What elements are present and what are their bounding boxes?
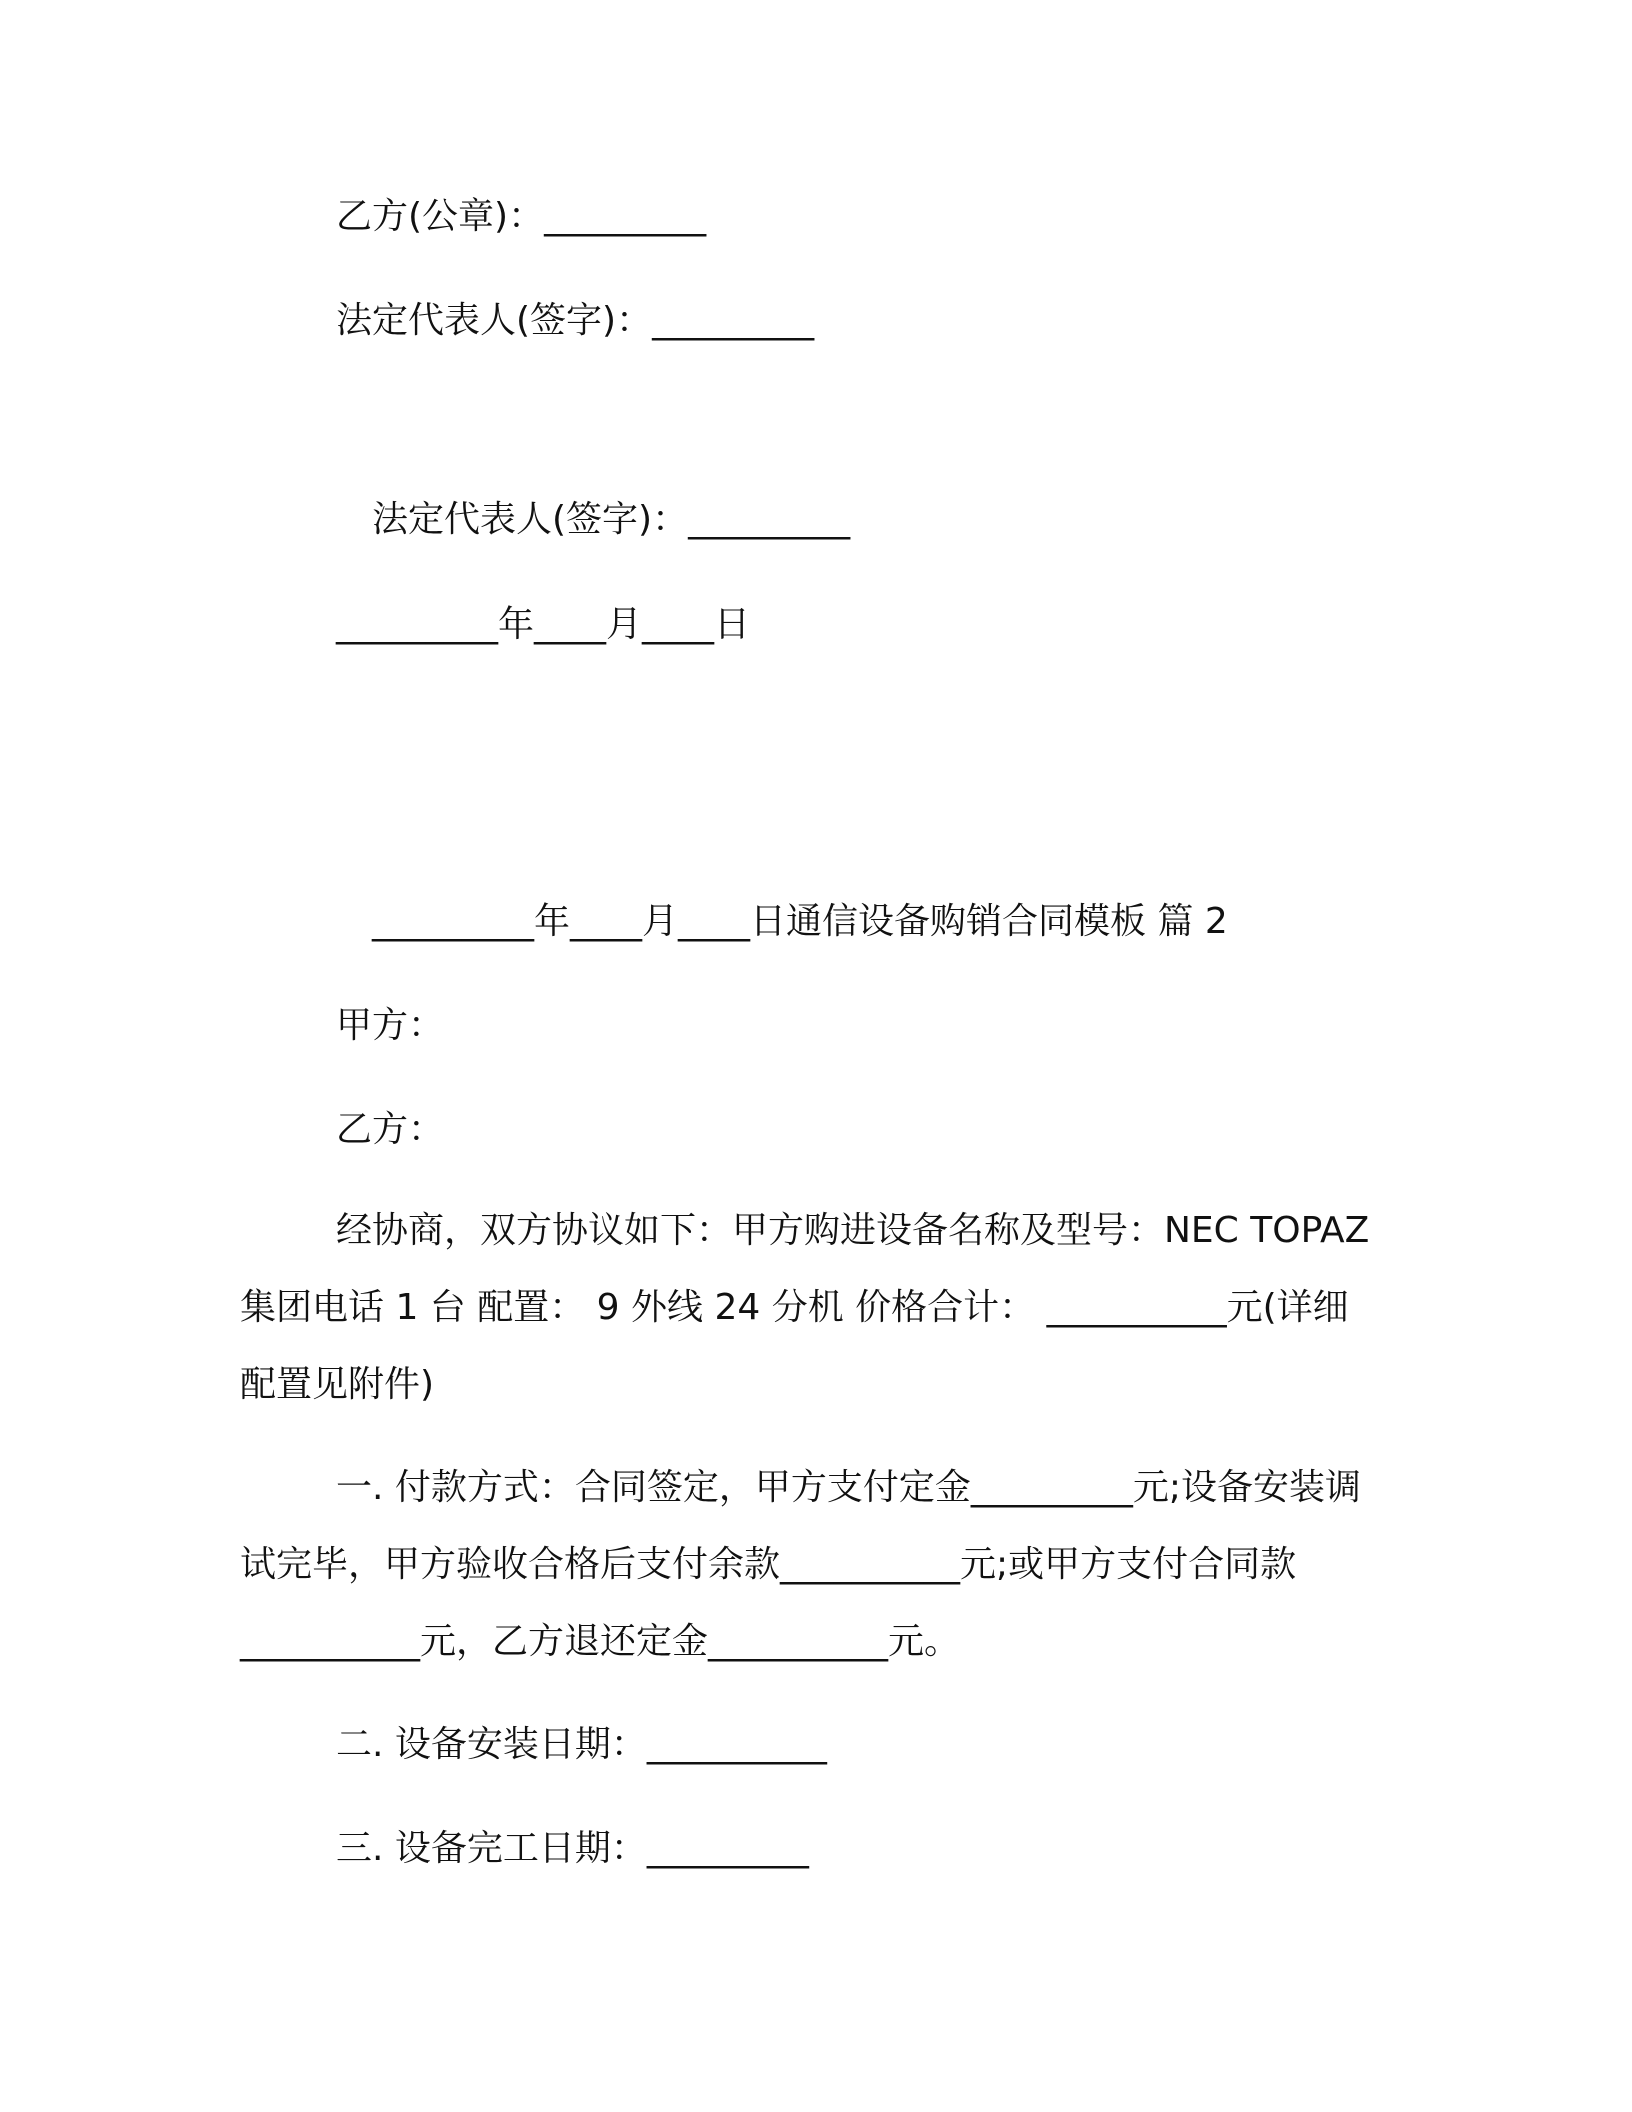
payment-terms-paragraph: 一. 付款方式：合同签定，甲方支付定金_________元;设备安装调试完毕，甲方验收合格后支付余款__________元;或甲方支付合同款__________元，乙方退还定金__________元。 (240, 1467, 1362, 1662)
legal-rep-signature-line: 法定代表人(签字)：_________ (336, 300, 815, 341)
section-heading: _________年____月____日通信设备购销合同模板 篇 2 (372, 901, 1228, 942)
agreement-intro-paragraph: 经协商，双方协议如下：甲方购进设备名称及型号：NEC TOPAZ 集团电话 1 台 配置： 9 外线 24 分机 价格合计： __________元(详细配置见附件) (240, 1210, 1370, 1405)
completion-date-line: 三. 设备完工日期：_________ (336, 1828, 809, 1869)
date-line: _________年____月____日 (336, 604, 750, 645)
install-date-line: 二. 设备安装日期：__________ (336, 1724, 827, 1765)
legal-rep-signature-line: 法定代表人(签字)：_________ (372, 499, 851, 540)
party-b-seal-line: 乙方(公章)：_________ (336, 196, 707, 237)
party-a-line: 甲方： (336, 1005, 445, 1046)
party-b-line: 乙方： (336, 1109, 445, 1150)
